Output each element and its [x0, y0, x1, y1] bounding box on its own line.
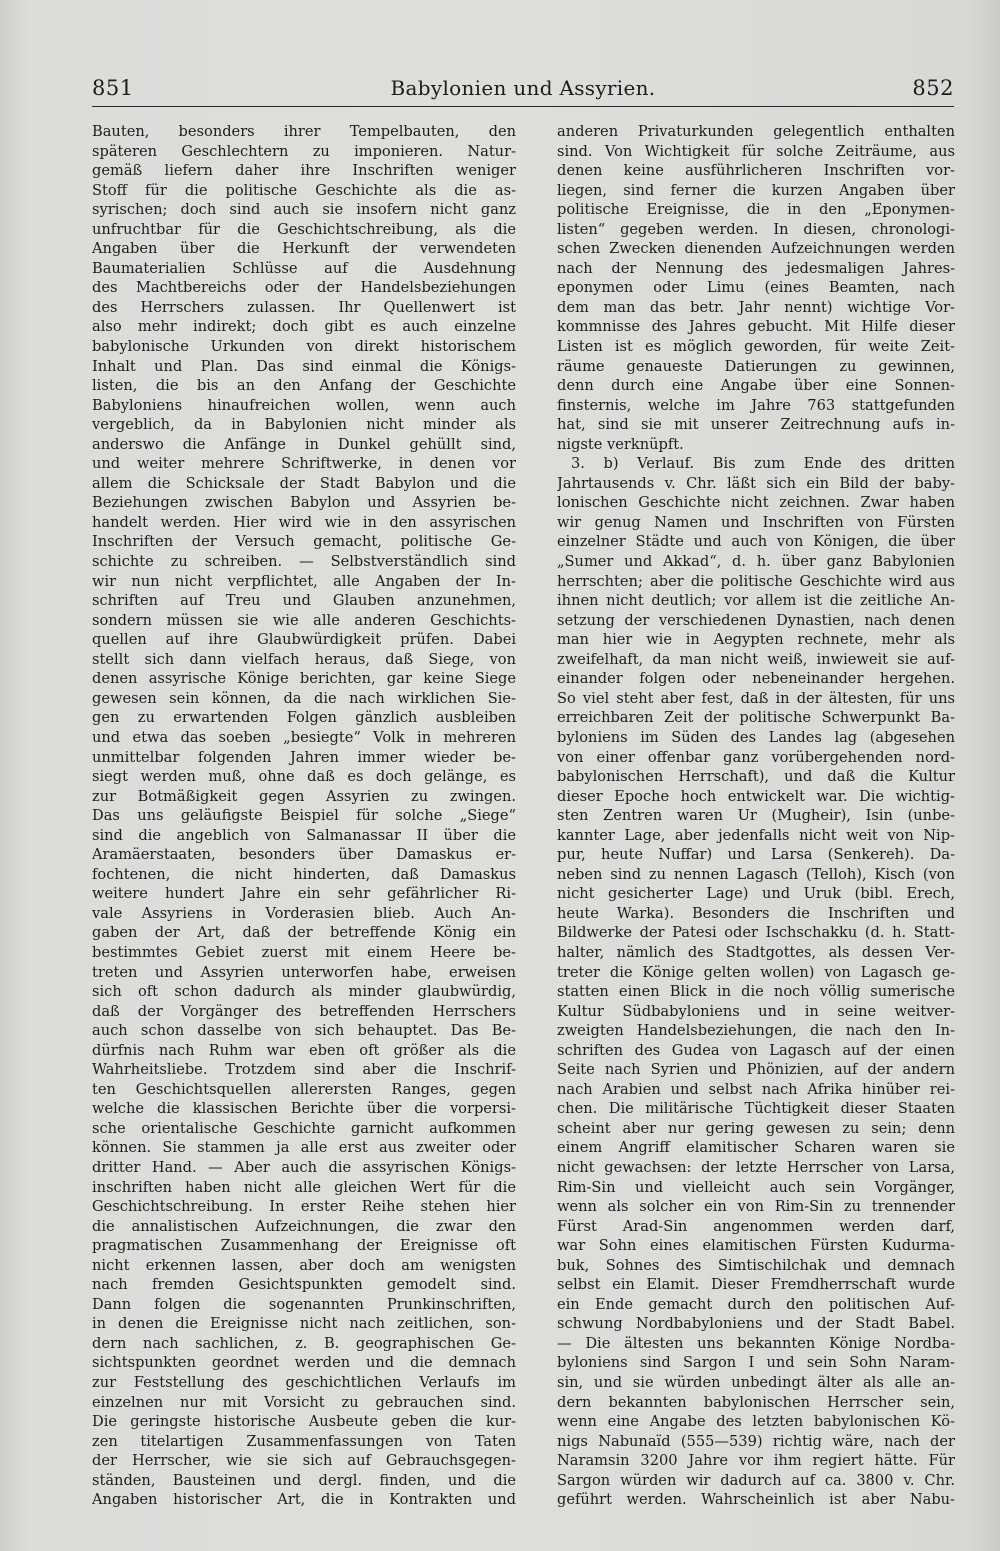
text-line: unmittelbar folgenden Jahren immer wieder be-: [92, 748, 516, 766]
text-line: einander folgen oder nebeneinander hergehen.: [557, 670, 955, 688]
text-line: scheint aber nur gering gewesen zu sein; denn: [557, 1119, 955, 1137]
text-line: lonischen Geschichte nicht zeichnen. Zwar haben: [557, 494, 955, 512]
text-line: Babyloniens hinaufreichen wollen, wenn auch: [92, 396, 516, 414]
text-line: vergeblich, da in Babylonien nicht minder als: [92, 416, 516, 434]
text-line: 3. b) Verlauf. Bis zum Ende des dritten: [571, 455, 955, 473]
text-line: Inhalt und Plan. Das sind einmal die Königs-: [92, 357, 516, 375]
text-line: gaben der Art, daß der betreffende König ein: [92, 924, 516, 942]
text-line: finsternis, welche im Jahre 763 stattgefunden: [557, 396, 955, 414]
text-column-left: [92, 122, 516, 1510]
text-line: neben sind zu nennen Lagasch (Telloh), Kisch (von: [557, 865, 955, 883]
text-line: des Machtbereichs oder der Handelsbeziehungen: [92, 279, 516, 297]
text-line: treten und Assyrien unterworfen habe, erweisen: [92, 963, 516, 981]
running-title: Babylonien und Assyrien.: [390, 76, 656, 100]
text-line: Baumaterialien Schlüsse auf die Ausdehnung: [92, 259, 516, 277]
text-line: schichte zu schreiben. — Selbstverständlich sind: [92, 553, 516, 571]
text-line: quellen auf ihre Glaubwürdigkeit prüfen. Dabei: [92, 631, 516, 649]
text-line: babylonischen Herrschaft), und daß die Kultur: [557, 768, 955, 786]
text-line: sich oft schon dadurch als minder glaubwürdig,: [92, 983, 516, 1001]
text-line: dern nach sachlichen, z. B. geographischen Ge-: [92, 1334, 516, 1352]
text-line: allem die Schicksale der Stadt Babylon und die: [92, 474, 516, 492]
text-line: zweigten Handelsbeziehungen, die nach den In-: [557, 1022, 955, 1040]
text-line: Jahrtausends v. Chr. läßt sich ein Bild der baby-: [557, 474, 955, 492]
text-line: wenn als solcher ein von Rim-Sin zu trennender: [557, 1198, 955, 1216]
text-line: listen“ gegeben werden. In diesen, chronologi-: [557, 220, 955, 238]
text-line: einzelnen nur mit Vorsicht zu gebrauchen sind.: [92, 1393, 516, 1411]
text-column-right: [557, 122, 955, 1510]
text-line: selbst ein Elamit. Dieser Fremdherrschaft wurde: [557, 1276, 955, 1294]
text-line: die annalistischen Aufzeichnungen, die zwar den: [92, 1217, 516, 1235]
text-line: und weiter mehrere Schriftwerke, in denen vor: [92, 455, 516, 473]
text-line: nach der Nennung des jedesmaligen Jahres-: [557, 259, 955, 277]
text-line: kommnisse des Jahres gebucht. Mit Hilfe dieser: [557, 318, 955, 336]
text-line: Beziehungen zwischen Babylon und Assyrien be-: [92, 494, 516, 512]
text-line: nach fremden Gesichtspunkten gemodelt sind.: [92, 1276, 516, 1294]
text-line: kannter Lage, aber jedenfalls nicht weit von Nip-: [557, 826, 955, 844]
text-line: ten Geschichtsquellen allerersten Ranges, gegen: [92, 1080, 516, 1098]
text-line: schwung Nordbabyloniens und der Stadt Babel.: [557, 1315, 955, 1333]
text-line: vale Assyriens in Vorderasien blieb. Auch An-: [92, 904, 516, 922]
text-line: daß der Vorgänger des betreffenden Herrschers: [92, 1002, 516, 1020]
text-line: Geschichtschreibung. In erster Reihe stehen hier: [92, 1198, 516, 1216]
text-line: eponymen oder Limu (eines Beamten, nach: [557, 279, 955, 297]
text-line: anderswo die Anfänge in Dunkel gehüllt sind,: [92, 435, 516, 453]
text-line: Seite nach Syrien und Phönizien, auf der andern: [557, 1061, 955, 1079]
text-line: Aramäerstaaten, besonders über Damaskus er-: [92, 846, 516, 864]
text-line: herrschten; aber die politische Geschichte wird aus: [557, 572, 955, 590]
text-line: sind die angeblich von Salmanassar II über die: [92, 826, 516, 844]
text-line: Sargon würden wir dadurch auf ca. 3800 v. Chr.: [557, 1471, 955, 1489]
text-line: gewesen sein können, da die nach wirklichen Sie-: [92, 689, 516, 707]
text-line: wenn eine Angabe des letzten babylonischen Kö-: [557, 1413, 955, 1431]
text-line: späteren Geschlechtern zu imponieren. Natur-: [92, 142, 516, 160]
text-line: treter die Könige gelten wollen) von Lagasch ge-: [557, 963, 955, 981]
text-line: Naramsin 3200 Jahre vor ihm regiert hätte. Für: [557, 1452, 955, 1470]
text-line: können. Sie stammen ja alle erst aus zweiter oder: [92, 1139, 516, 1157]
text-line: dern bekannten babylonischen Herrscher sein,: [557, 1393, 955, 1411]
text-line: sichtspunkten geordnet werden und die demnach: [92, 1354, 516, 1372]
text-line: fochtenen, die nicht hinderten, daß Damaskus: [92, 865, 516, 883]
text-line: handelt werden. Hier wird wie in den assyrischen: [92, 513, 516, 531]
text-line: Angaben historischer Art, die in Kontrakten und: [92, 1491, 516, 1509]
text-line: Fürst Arad-Sin angenommen werden darf,: [557, 1217, 955, 1235]
text-line: inschriften haben nicht alle gleichen Wert für die: [92, 1178, 516, 1196]
text-line: Wahrheitsliebe. Trotzdem sind aber die Inschrif-: [92, 1061, 516, 1079]
text-line: gemäß liefern daher ihre Inschriften weniger: [92, 162, 516, 180]
text-line: denen assyrische Könige berichten, gar keine Siege: [92, 670, 516, 688]
text-line: pragmatischen Zusammenhang der Ereignisse oft: [92, 1237, 516, 1255]
text-line: in denen die Ereignisse nicht nach zeitlichen, son-: [92, 1315, 516, 1333]
text-line: hat, sind sie mit unserer Zeitrechnung aufs in-: [557, 416, 955, 434]
text-line: einem Angriff elamitischer Scharen waren sie: [557, 1139, 955, 1157]
text-line: nigste verknüpft.: [557, 435, 684, 453]
text-line: nicht gewachsen: der letzte Herrscher von Larsa,: [557, 1158, 955, 1176]
text-line: sten Zentren waren Ur (Mugheir), Isin (unbe-: [557, 807, 955, 825]
text-line: Listen ist es möglich geworden, für weite Zeit-: [557, 338, 955, 356]
text-line: dürfnis nach Ruhm war eben oft größer als die: [92, 1041, 516, 1059]
text-line: zen titelartigen Zusammenfassungen von Taten: [92, 1432, 516, 1450]
text-line: welche die klassischen Berichte über die vorpersi-: [92, 1100, 516, 1118]
text-line: Bildwerke der Patesi oder Ischschakku (d. h. Statt-: [557, 924, 955, 942]
text-line: sin, und sie würden unbedingt älter als alle an-: [557, 1374, 955, 1391]
text-line: war Sohn eines elamitischen Fürsten Kudurma-: [557, 1237, 955, 1255]
text-line: chen. Die militärische Tüchtigkeit dieser Staaten: [557, 1100, 955, 1118]
text-line: stellt sich dann vielfach heraus, daß Siege, von: [92, 650, 516, 668]
text-line: Inschriften der Versuch gemacht, politische Ge-: [92, 533, 516, 551]
page-number-left: 851: [92, 76, 134, 100]
text-line: babylonische Urkunden von direkt historischem: [92, 338, 516, 356]
text-line: ein Ende gemacht durch den politischen Auf-: [557, 1295, 955, 1313]
text-line: listen, die bis an den Anfang der Geschichte: [92, 377, 516, 395]
text-line: sind. Von Wichtigkeit für solche Zeiträume, aus: [557, 142, 955, 160]
text-line: schen Zwecken dienenden Aufzeichnungen werden: [557, 240, 955, 258]
text-line: nigs Nabunaïd (555—539) richtig wäre, nach der: [557, 1432, 955, 1450]
text-line: dritter Hand. — Aber auch die assyrischen Königs-: [92, 1158, 516, 1176]
text-line: schriften des Gudea von Lagasch auf der einen: [557, 1041, 955, 1059]
text-line: zweifelhaft, da man nicht weiß, inwieweit sie auf-: [557, 650, 955, 668]
text-line: nicht erkennen lassen, aber doch am wenigsten: [92, 1256, 516, 1274]
text-line: wir nun nicht verpflichtet, alle Angaben der In-: [92, 572, 516, 590]
text-line: unfruchtbar für die Geschichtschreibung, als die: [92, 220, 516, 238]
text-line: man hier wie in Aegypten rechnete, mehr als: [557, 631, 955, 649]
text-line: setzung der verschiedenen Dynastien, nach denen: [557, 611, 955, 629]
text-line: Das uns geläufigste Beispiel für solche „Siege“: [92, 807, 516, 825]
text-line: auch schon dasselbe von sich behauptet. Das Be-: [92, 1022, 516, 1040]
running-header: [92, 72, 954, 107]
text-line: anderen Privaturkunden gelegentlich enthalten: [557, 123, 955, 140]
text-line: dieser Epoche hoch entwickelt war. Die wichtig-: [557, 787, 955, 805]
text-line: von einer offenbar ganz vorübergehenden nord-: [557, 748, 955, 766]
text-line: denen keine ausführlicheren Inschriften vor-: [557, 162, 955, 180]
text-line: ihnen nicht deutlich; vor allem ist die zeitliche An-: [557, 592, 955, 610]
text-line: heute Warka). Besonders die Inschriften und: [557, 904, 955, 922]
text-line: erreichbaren Zeit der politische Schwerpunkt Ba-: [557, 709, 955, 727]
text-line: weitere hundert Jahre ein sehr gefährlicher Ri-: [92, 885, 516, 903]
text-line: liegen, sind ferner die kurzen Angaben über: [557, 181, 955, 199]
page-number-right: 852: [912, 76, 954, 100]
text-line: So viel steht aber fest, daß in der ältesten, für uns: [557, 689, 955, 707]
text-line: und etwa das soeben „besiegte“ Volk in mehreren: [92, 728, 516, 746]
text-line: gen zu erwartenden Folgen gänzlich ausbleiben: [92, 709, 516, 727]
text-line: Kultur Südbabyloniens und in seine weitver-: [557, 1002, 955, 1020]
text-line: einzelner Städte und auch von Königen, die über: [557, 533, 955, 551]
text-line: dem man das betr. Jahr nennt) wichtige Vor-: [557, 298, 955, 316]
text-line: syrischen; doch sind auch sie insofern nicht ganz: [92, 201, 516, 219]
text-line: der Herrscher, wie sie sich auf Gebrauchsgegen-: [92, 1452, 516, 1470]
text-line: Die geringste historische Ausbeute geben die kur-: [92, 1413, 516, 1431]
text-line: zur Botmäßigkeit gegen Assyrien zu zwingen.: [92, 787, 516, 805]
text-line: byloniens sind Sargon I und sein Sohn Naram-: [557, 1354, 955, 1372]
text-line: — Die ältesten uns bekannten Könige Nordba-: [557, 1334, 955, 1352]
text-line: denn durch eine Angabe über eine Sonnen-: [557, 377, 955, 395]
text-line: sche orientalische Geschichte garnicht aufkommen: [92, 1119, 516, 1137]
text-line: pur, heute Nuffar) und Larsa (Senkereh). Da-: [557, 846, 955, 864]
text-line: byloniens im Süden des Landes lag (abgesehen: [557, 728, 955, 746]
text-line: Stoff für die politische Geschichte als die as-: [92, 181, 516, 199]
text-line: bestimmtes Gebiet zuerst mit einem Heere be-: [92, 943, 516, 961]
text-line: schriften auf Treu und Glauben anzunehmen,: [92, 592, 516, 610]
text-line: geführt werden. Wahrscheinlich ist aber Nabu-: [557, 1491, 955, 1509]
text-line: nicht gesicherter Lage) und Uruk (bibl. Erech,: [557, 885, 955, 903]
text-line: politische Ereignisse, die in den „Eponymen-: [557, 201, 955, 219]
text-line: buk, Sohnes des Simtischilchak und demnach: [557, 1256, 955, 1274]
text-line: sondern müssen sie wie alle anderen Geschichts-: [92, 611, 516, 629]
text-line: Dann folgen die sogenannten Prunkinschriften,: [92, 1295, 516, 1313]
text-line: halter, nämlich des Stadtgottes, als dessen Ver-: [557, 943, 955, 961]
text-line: siegt werden muß, ohne daß es doch gelänge, es: [92, 768, 516, 786]
text-line: nach Arabien und selbst nach Afrika hinüber rei-: [557, 1080, 955, 1098]
text-line: des Herrschers zulassen. Ihr Quellenwert ist: [92, 298, 516, 316]
text-line: Bauten, besonders ihrer Tempelbauten, den: [92, 123, 516, 140]
text-line: „Sumer und Akkad“, d. h. über ganz Babylonien: [557, 553, 955, 571]
text-line: wir genug Namen und Inschriften von Fürsten: [557, 513, 955, 531]
text-line: Rim-Sin und vielleicht auch sein Vorgänger,: [557, 1178, 955, 1196]
text-line: also mehr indirekt; doch gibt es auch einzelne: [92, 318, 516, 336]
text-line: räume genaueste Datierungen zu gewinnen,: [557, 357, 955, 375]
text-line: statten einen Blick in die noch völlig sumerische: [557, 983, 955, 1001]
text-line: zur Feststellung des geschichtlichen Verlaufs im: [92, 1374, 516, 1391]
text-line: ständen, Bausteinen und dergl. finden, und die: [92, 1471, 516, 1489]
text-line: Angaben über die Herkunft der verwendeten: [92, 240, 516, 258]
